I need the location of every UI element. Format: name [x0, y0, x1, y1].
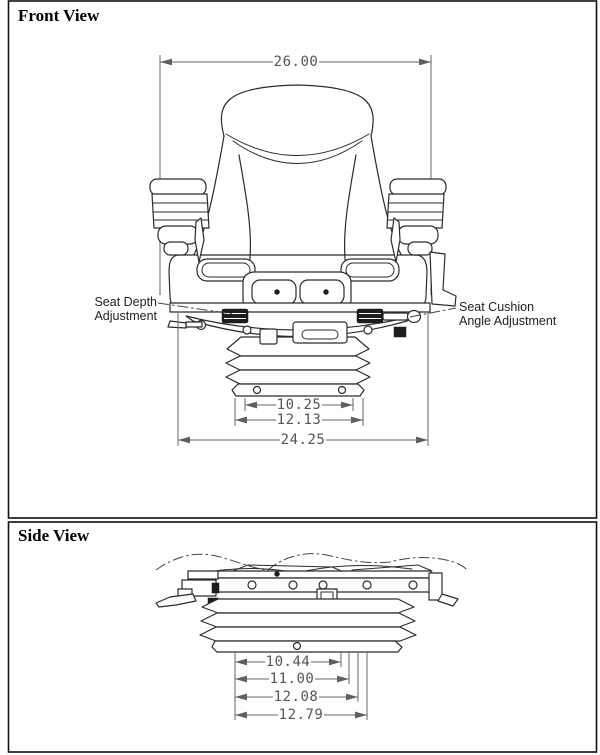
- right-adjuster-bracket: [430, 252, 456, 306]
- dim-text-12-13: 12.13: [276, 412, 322, 428]
- cushion-angle-knob: [357, 309, 383, 323]
- label-seat-cushion: [459, 300, 557, 328]
- front-view-panel: [9, 1, 597, 518]
- dim-text-10-25: 10.25: [276, 397, 322, 413]
- headrest-outline: [221, 85, 373, 136]
- side-view-title: Side View: [18, 526, 90, 545]
- dim-text-12-08: 12.08: [273, 689, 319, 705]
- base-plate-side: [212, 641, 402, 652]
- armrest-right: [387, 179, 446, 262]
- upper-rail: [215, 571, 431, 578]
- dim-text-11-00: 11.00: [269, 671, 315, 687]
- seat-depth-knob: [222, 309, 248, 323]
- adjustment-lever: [156, 594, 196, 607]
- label-seat-cushion-line1: Seat Cushion: [459, 300, 535, 314]
- dim-text-10-44: 10.44: [265, 654, 311, 670]
- seat-front-drawing: [150, 85, 456, 396]
- armrest-left: [150, 179, 209, 262]
- bellows-side: [200, 599, 416, 652]
- bellows-front: [226, 337, 370, 396]
- seat-cutaway-outline: [156, 554, 468, 571]
- label-seat-depth-line1: Seat Depth: [94, 295, 157, 309]
- label-seat-depth: [94, 295, 157, 323]
- center-latch: [293, 322, 347, 343]
- front-view-title: Front View: [18, 6, 100, 25]
- suspension-top-band: [170, 303, 430, 312]
- dim-text-26-00: 26.00: [273, 54, 319, 70]
- dim-base-inner: [245, 397, 353, 413]
- seat-side-drawing: [156, 554, 468, 652]
- label-seat-depth-line2: Adjustment: [94, 309, 157, 323]
- dim-text-24-25: 24.25: [280, 432, 326, 448]
- side-view-panel: [9, 522, 597, 752]
- label-seat-cushion-line2: Angle Adjustment: [459, 314, 557, 328]
- dim-text-12-79: 12.79: [278, 707, 324, 723]
